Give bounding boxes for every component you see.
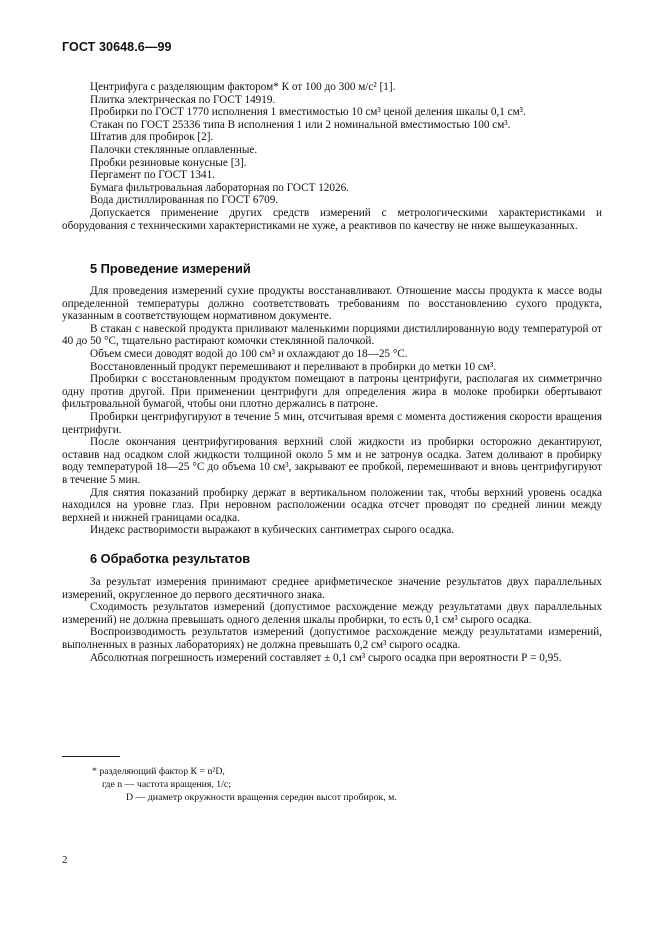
- list-item: Вода дистиллированная по ГОСТ 6709.: [90, 194, 279, 207]
- paragraph: Для проведения измерений сухие продукты восстанавливают. Отношение массы продукта к массе воды определенной температуры должно соответствовать требованиям по восстановлению сухого продукта, указанным в соответствующем нормативном документе.: [62, 285, 602, 323]
- paragraph: В стакан с навеской продукта приливают маленькими порциями дистиллированную воду температурой от 40 до 50 °С, тщательно растирают комочки стеклянной палочкой.: [62, 322, 602, 348]
- footnote-line-2: где n — частота вращения, 1/с;: [102, 779, 231, 790]
- paragraph: Пробирки с восстановленным продуктом помещают в патроны центрифуги, располагая их симметрично одну против другой. При применении центрифуги для определения жира в молоке пробирки обертывают фильтровальной бумагой, чтобы они плотно держались в патроне.: [62, 373, 602, 411]
- list-item: Пробки резиновые конусные [3].: [90, 156, 247, 169]
- footnote-separator: [62, 756, 120, 757]
- section-5-body: [62, 285, 602, 537]
- section-6-heading: 6 Обработка результатов: [90, 551, 251, 566]
- equipment-note: Допускается применение других средств измерений с метрологическими характеристиками и оборудования с техническими характеристиками не хуже, а реактивов по качеству не ниже вышеуказанных.: [62, 206, 602, 232]
- footnote-line-3: D — диаметр окружности вращения середин высот пробирок, м.: [126, 792, 397, 803]
- section-6-body: [62, 576, 602, 664]
- list-item: Штатив для пробирок [2].: [90, 131, 214, 144]
- paragraph: После окончания центрифугирования верхний слой жидкости из пробирки осторожно декантируют, оставив над осадком слой жидкости толщиной около 5 мм и не затронув осадка. Затем доливают в пробирку воду температурой 18—25 °С до объема 10 см³, закрывают ее пробкой, перемешивают и вновь центрифугируют в течение 5 мин.: [62, 436, 602, 486]
- section-5-heading: 5 Проведение измерений: [90, 261, 251, 276]
- document-header: ГОСТ 30648.6—99: [62, 40, 172, 54]
- paragraph: Для снятия показаний пробирку держат в вертикальном положении так, чтобы верхний уровень осадка находился на уровне глаз. При неровном расположении осадка отсчет проводят по средней линии между верхней и нижней границами осадка.: [62, 486, 602, 524]
- list-item: Бумага фильтровальная лабораторная по ГОСТ 12026.: [90, 181, 349, 194]
- paragraph: Воспроизводимость результатов измерений (допустимое расхождение между результатами измерений, выполненных в разных лабораториях) не должна превышать 0,2 см³ сырого осадка.: [62, 626, 602, 651]
- paragraph: Абсолютная погрешность измерений составляет ± 0,1 см³ сырого осадка при вероятности Р = 0,95.: [90, 651, 562, 664]
- paragraph: Объем смеси доводят водой до 100 см³ и охлаждают до 18—25 °С.: [90, 347, 408, 360]
- page-number: 2: [62, 854, 68, 866]
- list-item: Плитка электрическая по ГОСТ 14919.: [90, 93, 276, 106]
- equipment-list: [62, 81, 602, 232]
- paragraph: Восстановленный продукт перемешивают и переливают в пробирки до метки 10 см³.: [90, 360, 497, 373]
- paragraph: Пробирки центрифугируют в течение 5 мин, отсчитывая время с момента достижения скорости вращения центрифуги.: [62, 410, 602, 436]
- list-item: Пергамент по ГОСТ 1341.: [90, 169, 215, 182]
- list-item: Стакан по ГОСТ 25336 типа В исполнения 1 или 2 номинальной вместимостью 100 см³.: [90, 118, 511, 131]
- list-item: Центрифуга с разделяющим фактором* К от 100 до 300 м/с² [1].: [90, 81, 396, 93]
- list-item: Палочки стеклянные оплавленные.: [90, 143, 258, 156]
- footnote-line-1: * разделяющий фактор К = n²D,: [92, 766, 225, 777]
- paragraph: Сходимость результатов измерений (допустимое расхождение между результатами двух параллельных измерений) не должна превышать одного деления шкалы пробирки, то есть 0,1 см³ сырого осадка.: [62, 601, 602, 626]
- paragraph: За результат измерения принимают среднее арифметическое значение результатов двух параллельных измерений, округленное до первого десятичного знака.: [62, 576, 602, 601]
- list-item: Пробирки по ГОСТ 1770 исполнения 1 вместимостью 10 см³ ценой деления шкалы 0,1 см³.: [90, 106, 526, 119]
- paragraph: Индекс растворимости выражают в кубических сантиметрах сырого осадка.: [90, 524, 455, 537]
